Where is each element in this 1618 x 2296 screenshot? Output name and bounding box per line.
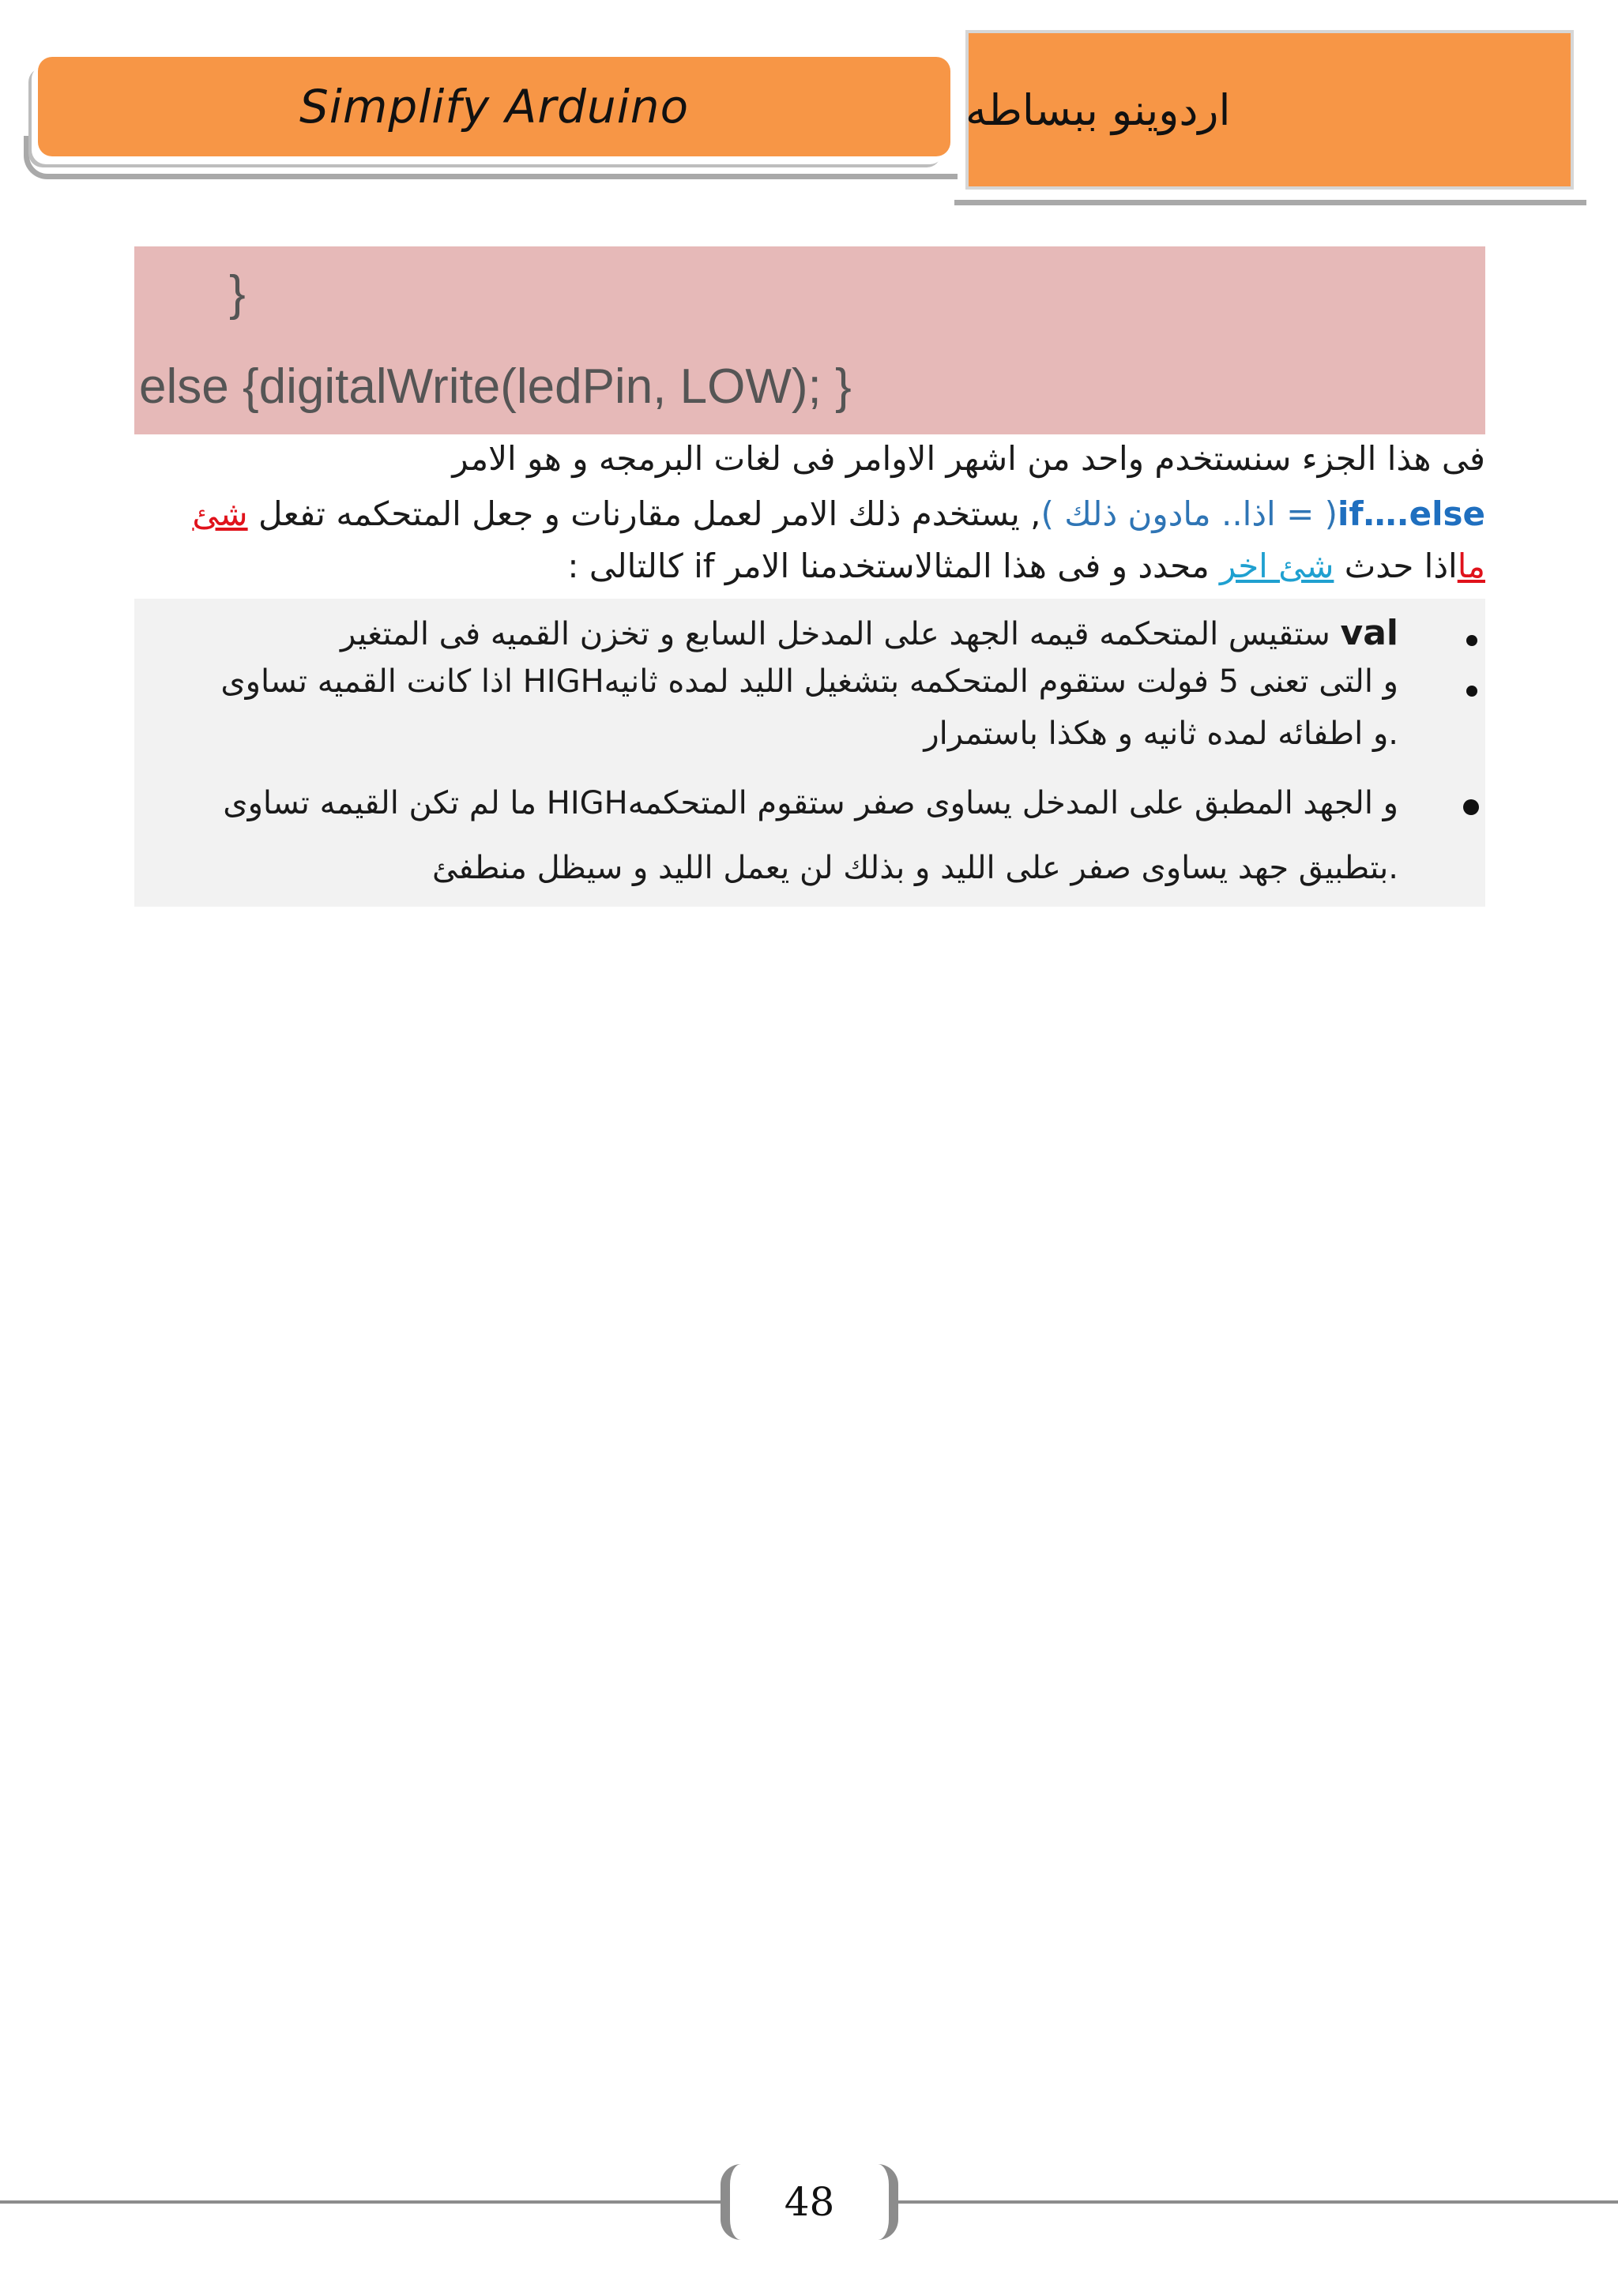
if-else-meaning: = اذا.. مادون ذلك [1064, 494, 1325, 533]
highlight-what: ما [1457, 547, 1485, 585]
bullet-1-text: ستقيس المتحكمه قيمه الجهد على المدخل السابع و تخزن القميه فى المتغير [341, 616, 1341, 652]
header-right-title: اردوينو ببساطه [965, 85, 1231, 135]
bullet-dot-2 [1466, 686, 1477, 697]
bullet-list [134, 599, 1485, 907]
footer-line-right [898, 2200, 1618, 2204]
paren-open: ( [1324, 494, 1338, 533]
highlight-thing: شئ [192, 494, 248, 533]
bullet-item-2-line-2: و اطفائه لمده ثانيه و هكذا باستمرار. [924, 716, 1398, 752]
bullet-item-3-line-1: ما لم تكن القيمه تساوى HIGHو الجهد المطبق على المدخل يساوى صفر ستقوم المتحكمه [223, 785, 1398, 821]
paragraph-line-2-text: , يستخدم ذلك الامر لعمل مقارنات و جعل المتحكمه تفعل [247, 494, 1041, 533]
bullet-item-1 [134, 613, 1398, 653]
highlight-something-else: شئ اخر [1220, 547, 1334, 585]
paragraph-line-3-text-b: محدد و فى هذا المثالاستخدمنا الامر if كالتالى : [567, 547, 1221, 585]
paragraph-line-2 [134, 494, 1485, 533]
code-line-else: else {digitalWrite(ledPin, LOW); } [139, 359, 852, 414]
header-right-underline [954, 200, 1586, 205]
bullet-dot-3 [1463, 799, 1479, 815]
bullet-dot-1 [1466, 635, 1477, 646]
code-block [134, 246, 1485, 434]
paren-close: ) [1040, 494, 1065, 533]
page-number: 48 [784, 2179, 835, 2225]
paragraph-line-3-text-a: اذا حدث [1334, 547, 1458, 585]
paragraph-line-1 [134, 439, 1485, 478]
paragraph-line-1-text: فى هذا الجزء سنستخدم واحد من اشهر الاوامر فى لغات البرمجه و هو الامر [452, 439, 1485, 478]
variable-val: val [1340, 613, 1398, 653]
bullet-item-2-line-1: اذا كانت القميه تساوى HIGHو التى تعنى 5 فولت ستقوم المتحكمه بتشغيل الليد لمده ثانيه [220, 663, 1398, 700]
code-line-brace: } [229, 266, 246, 321]
header-left-title: Simplify Arduino [299, 80, 690, 133]
bullet-item-3-line-2: بتطبيق جهد يساوى صفر على الليد و بذلك لن يعمل الليد و سيظل منطفئ. [432, 850, 1398, 886]
footer-line-left [0, 2200, 721, 2204]
if-else-keyword: if….else [1338, 494, 1485, 533]
paragraph-line-3 [134, 547, 1485, 585]
